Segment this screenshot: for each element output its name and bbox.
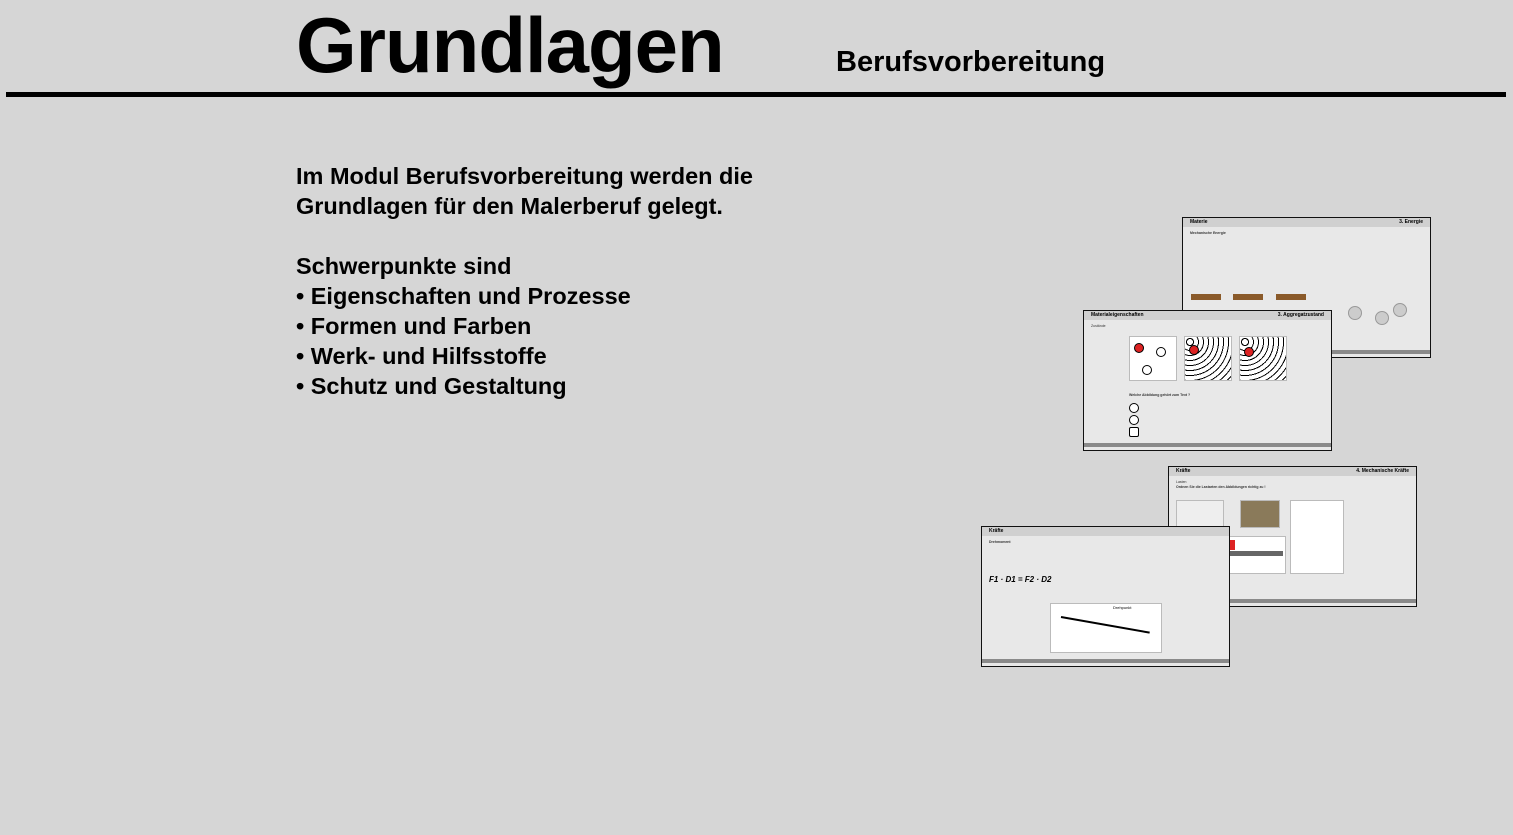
thumbnail-materialeigenschaften	[1083, 310, 1332, 451]
thumb-heading: Mechanische Energie	[1190, 231, 1226, 235]
intro-text	[296, 161, 753, 401]
thumb-formula: F1 · D1 = F2 · D2	[989, 575, 1052, 584]
thumb-title: Kräfte	[1176, 468, 1191, 474]
focus-item: • Formen und Farben	[296, 313, 532, 339]
thumb-chapter: 4. Mechanische Kräfte	[1356, 468, 1409, 474]
thumb-question: Ordnen Sie die Lastarten den Abbildungen richtig zu !	[1176, 484, 1266, 489]
header-divider	[6, 92, 1506, 97]
intro-line: Im Modul Berufsvorbereitung werden die	[296, 163, 753, 189]
page-title: Grundlagen	[296, 1, 724, 89]
focus-item: • Werk- und Hilfsstoffe	[296, 343, 547, 369]
thumb-chapter: 3. Energie	[1399, 219, 1423, 225]
thumb-question: Welche Abbildung gehört zum Text ?	[1129, 393, 1191, 397]
thumb-heading: Drehmoment	[989, 540, 1011, 544]
pivot-label: Drehpunkt	[1113, 605, 1132, 610]
focus-item: • Schutz und Gestaltung	[296, 373, 567, 399]
intro-line: Grundlagen für den Malerberuf gelegt.	[296, 193, 723, 219]
thumbnail-kraefte-drehmoment	[981, 526, 1230, 667]
focus-heading: Schwerpunkte sind	[296, 253, 512, 279]
thumb-chapter: 3. Aggregatzustand	[1277, 312, 1324, 318]
focus-item: • Eigenschaften und Prozesse	[296, 283, 631, 309]
thumb-heading: Zustände	[1091, 324, 1106, 328]
thumb-title: Materialeigenschaften	[1091, 312, 1144, 318]
thumb-heading: Lasten	[1176, 480, 1187, 484]
page-subtitle: Berufsvorbereitung	[836, 46, 1106, 78]
thumb-title: Kräfte	[989, 528, 1004, 534]
thumb-title: Materie	[1190, 219, 1208, 225]
